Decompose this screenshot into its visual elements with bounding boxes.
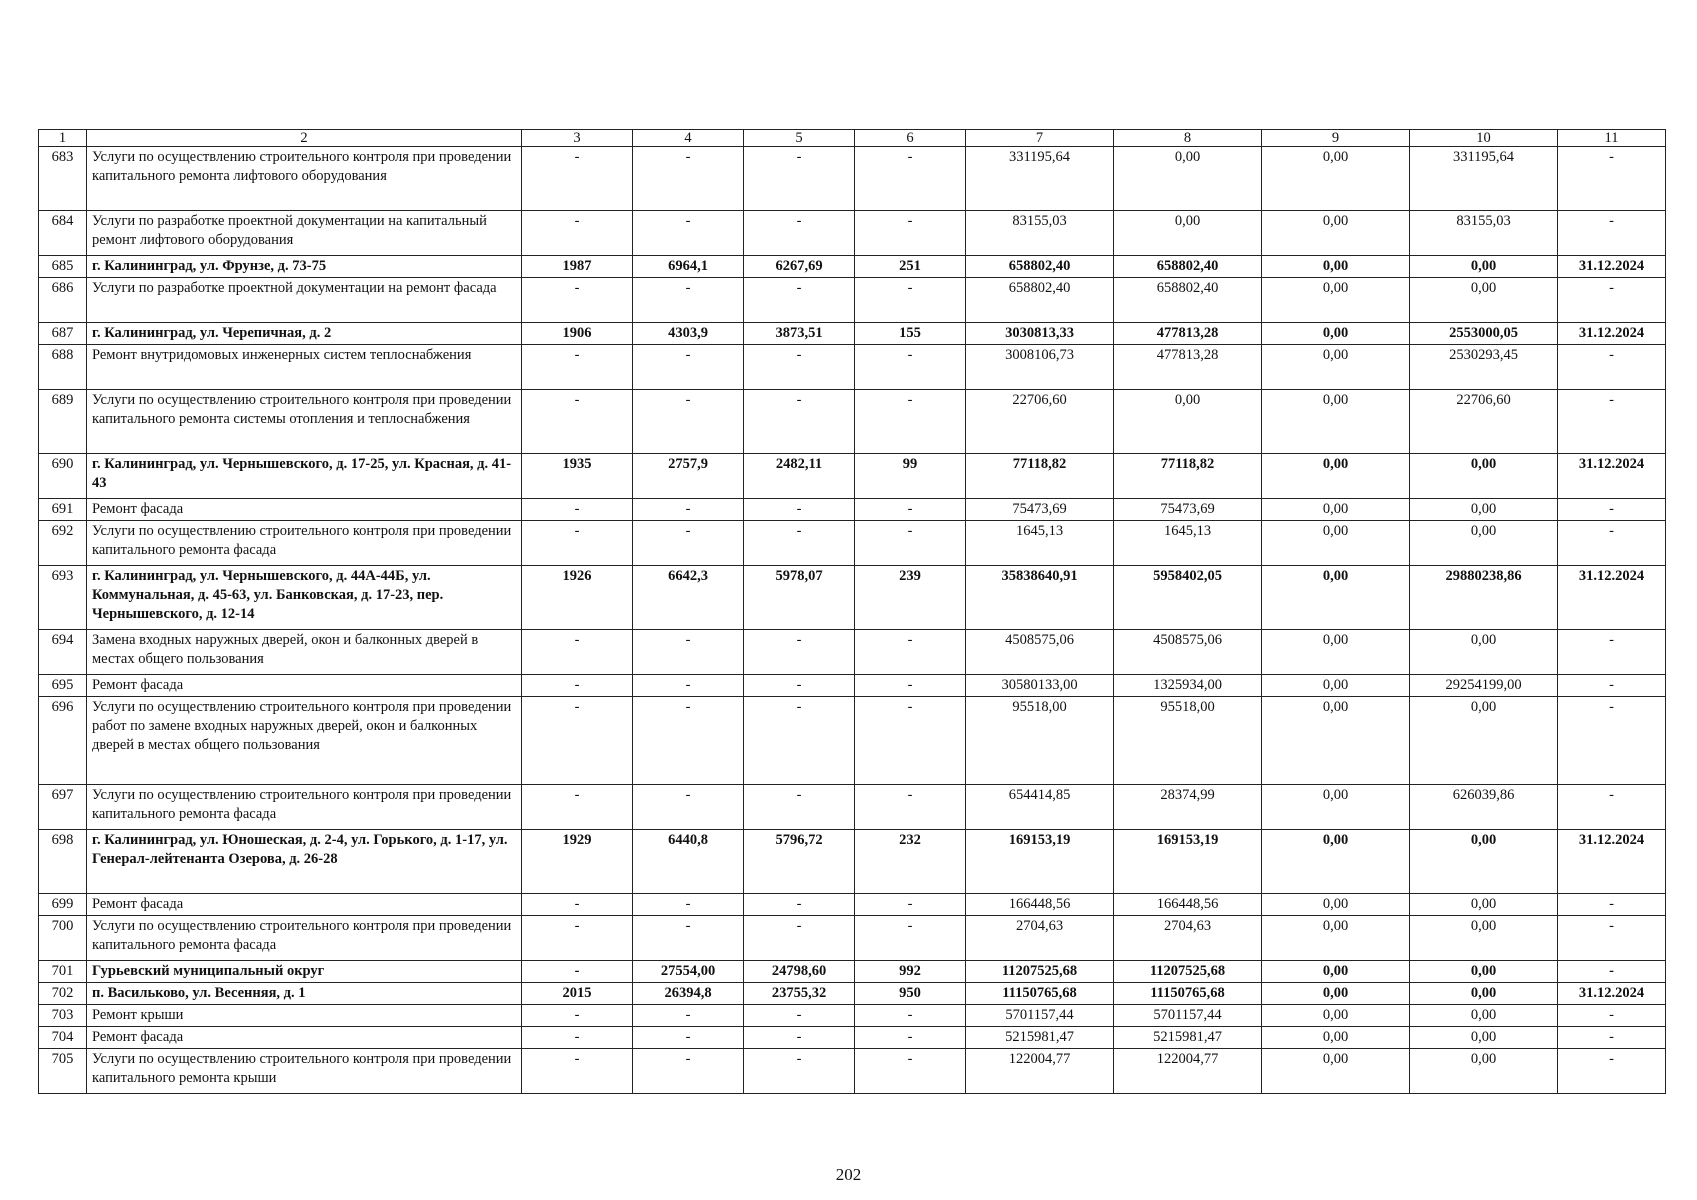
cost-other-cell: 29254199,00 [1410,675,1558,697]
cost-budget-cell: 0,00 [1262,323,1410,345]
cost-other-cell: 2530293,45 [1410,345,1558,390]
year-built-cell: - [522,697,633,785]
cost-other-cell: 0,00 [1410,521,1558,566]
row-number-cell: 699 [39,894,87,916]
column-header-2: 2 [87,130,522,147]
cost-other-cell: 626039,86 [1410,785,1558,830]
year-built-cell: - [522,961,633,983]
total-cost-cell: 658802,40 [966,256,1114,278]
residents-cell: 251 [855,256,966,278]
row-number-cell: 686 [39,278,87,323]
living-area-cell: - [744,916,855,961]
total-cost-cell: 5701157,44 [966,1005,1114,1027]
total-cost-cell: 75473,69 [966,499,1114,521]
year-built-cell: - [522,345,633,390]
deadline-cell: 31.12.2024 [1558,323,1666,345]
row-number-cell: 685 [39,256,87,278]
cost-fund-cell: 658802,40 [1114,278,1262,323]
total-cost-cell: 654414,85 [966,785,1114,830]
cost-fund-cell: 5701157,44 [1114,1005,1262,1027]
deadline-cell: 31.12.2024 [1558,983,1666,1005]
item-name-cell: г. Калининград, ул. Черепичная, д. 2 [87,323,522,345]
total-area-cell: - [633,1027,744,1049]
row-number-cell: 683 [39,147,87,211]
deadline-cell: - [1558,390,1666,454]
total-area-cell: - [633,499,744,521]
column-header-9: 9 [1262,130,1410,147]
year-built-cell: 1987 [522,256,633,278]
total-area-cell: - [633,1005,744,1027]
total-cost-cell: 658802,40 [966,278,1114,323]
total-cost-cell: 11150765,68 [966,983,1114,1005]
residents-cell: - [855,499,966,521]
residents-cell: - [855,345,966,390]
table-row [39,566,1666,630]
living-area-cell: - [744,390,855,454]
cost-other-cell: 0,00 [1410,1049,1558,1094]
living-area-cell: 23755,32 [744,983,855,1005]
row-number-cell: 692 [39,521,87,566]
cost-other-cell: 0,00 [1410,983,1558,1005]
cost-budget-cell: 0,00 [1262,830,1410,894]
cost-fund-cell: 477813,28 [1114,345,1262,390]
cost-other-cell: 83155,03 [1410,211,1558,256]
cost-other-cell: 0,00 [1410,278,1558,323]
item-name-cell: Услуги по осуществлению строительного контроля при проведении капитального ремонта крыши [87,1049,522,1094]
total-cost-cell: 83155,03 [966,211,1114,256]
living-area-cell: - [744,278,855,323]
residents-cell: - [855,697,966,785]
cost-other-cell: 0,00 [1410,454,1558,499]
item-name-cell: Услуги по осуществлению строительного контроля при проведении работ по замене входных наружных дверей, окон и балконных дверей в местах общего пользования [87,697,522,785]
deadline-cell: - [1558,1049,1666,1094]
total-area-cell: 6964,1 [633,256,744,278]
column-header-8: 8 [1114,130,1262,147]
residents-cell: - [855,630,966,675]
table-row [39,697,1666,785]
cost-other-cell: 2553000,05 [1410,323,1558,345]
item-name-cell: Замена входных наружных дверей, окон и балконных дверей в местах общего пользования [87,630,522,675]
cost-budget-cell: 0,00 [1262,630,1410,675]
cost-budget-cell: 0,00 [1262,916,1410,961]
row-number-cell: 687 [39,323,87,345]
table-row [39,211,1666,256]
residents-cell: 99 [855,454,966,499]
row-number-cell: 700 [39,916,87,961]
total-area-cell: - [633,211,744,256]
cost-fund-cell: 169153,19 [1114,830,1262,894]
cost-other-cell: 22706,60 [1410,390,1558,454]
row-number-cell: 693 [39,566,87,630]
item-name-cell: Услуги по осуществлению строительного контроля при проведении капитального ремонта лифтового оборудования [87,147,522,211]
year-built-cell: - [522,675,633,697]
cost-fund-cell: 1645,13 [1114,521,1262,566]
living-area-cell: - [744,894,855,916]
year-built-cell: - [522,1049,633,1094]
total-cost-cell: 5215981,47 [966,1027,1114,1049]
cost-other-cell: 0,00 [1410,499,1558,521]
deadline-cell: - [1558,894,1666,916]
cost-other-cell: 0,00 [1410,916,1558,961]
cost-budget-cell: 0,00 [1262,390,1410,454]
total-area-cell: - [633,894,744,916]
table-row [39,1049,1666,1094]
total-area-cell: - [633,1049,744,1094]
cost-budget-cell: 0,00 [1262,147,1410,211]
deadline-cell: - [1558,675,1666,697]
year-built-cell: 2015 [522,983,633,1005]
cost-other-cell: 0,00 [1410,961,1558,983]
row-number-cell: 690 [39,454,87,499]
deadline-cell: - [1558,916,1666,961]
cost-budget-cell: 0,00 [1262,256,1410,278]
year-built-cell: - [522,499,633,521]
residents-cell: - [855,894,966,916]
cost-fund-cell: 0,00 [1114,390,1262,454]
cost-budget-cell: 0,00 [1262,278,1410,323]
year-built-cell: 1926 [522,566,633,630]
table-row [39,630,1666,675]
total-area-cell: - [633,147,744,211]
deadline-cell: - [1558,147,1666,211]
table-row [39,894,1666,916]
year-built-cell: - [522,147,633,211]
total-cost-cell: 30580133,00 [966,675,1114,697]
total-cost-cell: 77118,82 [966,454,1114,499]
year-built-cell: 1906 [522,323,633,345]
residents-cell: - [855,278,966,323]
cost-budget-cell: 0,00 [1262,983,1410,1005]
table-row [39,256,1666,278]
cost-fund-cell: 1325934,00 [1114,675,1262,697]
cost-other-cell: 0,00 [1410,630,1558,675]
residents-cell: 239 [855,566,966,630]
item-name-cell: Услуги по осуществлению строительного контроля при проведении капитального ремонта фасада [87,916,522,961]
cost-other-cell: 0,00 [1410,1027,1558,1049]
row-number-cell: 702 [39,983,87,1005]
column-header-4: 4 [633,130,744,147]
total-area-cell: 27554,00 [633,961,744,983]
cost-budget-cell: 0,00 [1262,697,1410,785]
total-area-cell: - [633,785,744,830]
total-cost-cell: 2704,63 [966,916,1114,961]
item-name-cell: п. Васильково, ул. Весенняя, д. 1 [87,983,522,1005]
total-area-cell: - [633,390,744,454]
table-row [39,345,1666,390]
table-body [39,147,1666,1094]
column-header-5: 5 [744,130,855,147]
deadline-cell: - [1558,521,1666,566]
item-name-cell: Услуги по осуществлению строительного контроля при проведении капитального ремонта фасада [87,521,522,566]
row-number-cell: 696 [39,697,87,785]
year-built-cell: - [522,1027,633,1049]
item-name-cell: Ремонт внутридомовых инженерных систем теплоснабжения [87,345,522,390]
total-area-cell: 26394,8 [633,983,744,1005]
cost-budget-cell: 0,00 [1262,345,1410,390]
year-built-cell: - [522,211,633,256]
living-area-cell: - [744,1049,855,1094]
row-number-cell: 691 [39,499,87,521]
cost-fund-cell: 28374,99 [1114,785,1262,830]
year-built-cell: - [522,521,633,566]
total-cost-cell: 169153,19 [966,830,1114,894]
deadline-cell: - [1558,785,1666,830]
item-name-cell: г. Калининград, ул. Чернышевского, д. 44А-44Б, ул. Коммунальная, д. 45-63, ул. Банковская, д. 17-23, пер. Чернышевского, д. 12-14 [87,566,522,630]
residents-cell: - [855,916,966,961]
residents-cell: - [855,675,966,697]
column-header-11: 11 [1558,130,1666,147]
cost-fund-cell: 5215981,47 [1114,1027,1262,1049]
cost-other-cell: 331195,64 [1410,147,1558,211]
cost-other-cell: 0,00 [1410,830,1558,894]
total-area-cell: - [633,697,744,785]
total-area-cell: - [633,345,744,390]
column-number-row [39,130,1666,147]
cost-other-cell: 0,00 [1410,1005,1558,1027]
row-number-cell: 695 [39,675,87,697]
item-name-cell: Ремонт фасада [87,675,522,697]
residents-cell: - [855,1027,966,1049]
residents-cell: 155 [855,323,966,345]
cost-budget-cell: 0,00 [1262,961,1410,983]
column-header-1: 1 [39,130,87,147]
living-area-cell: 6267,69 [744,256,855,278]
table-row [39,390,1666,454]
residents-cell: 232 [855,830,966,894]
deadline-cell: 31.12.2024 [1558,256,1666,278]
item-name-cell: Услуги по осуществлению строительного контроля при проведении капитального ремонта системы отопления и теплоснабжения [87,390,522,454]
table-row [39,675,1666,697]
total-cost-cell: 3008106,73 [966,345,1114,390]
year-built-cell: - [522,894,633,916]
total-cost-cell: 22706,60 [966,390,1114,454]
living-area-cell: 24798,60 [744,961,855,983]
deadline-cell: - [1558,345,1666,390]
living-area-cell: - [744,697,855,785]
cost-budget-cell: 0,00 [1262,499,1410,521]
cost-fund-cell: 166448,56 [1114,894,1262,916]
item-name-cell: Ремонт фасада [87,894,522,916]
document-sheet [38,129,1665,1094]
table-row [39,521,1666,566]
cost-fund-cell: 658802,40 [1114,256,1262,278]
cost-fund-cell: 2704,63 [1114,916,1262,961]
item-name-cell: Услуги по разработке проектной документации на капитальный ремонт лифтового оборудования [87,211,522,256]
repair-program-table [38,129,1666,1094]
cost-fund-cell: 477813,28 [1114,323,1262,345]
residents-cell: - [855,390,966,454]
total-cost-cell: 1645,13 [966,521,1114,566]
deadline-cell: 31.12.2024 [1558,454,1666,499]
deadline-cell: 31.12.2024 [1558,566,1666,630]
living-area-cell: - [744,211,855,256]
table-row [39,278,1666,323]
living-area-cell: - [744,345,855,390]
residents-cell: - [855,521,966,566]
deadline-cell: - [1558,697,1666,785]
table-row [39,830,1666,894]
cost-budget-cell: 0,00 [1262,1027,1410,1049]
year-built-cell: 1929 [522,830,633,894]
row-number-cell: 701 [39,961,87,983]
living-area-cell: - [744,675,855,697]
table-row [39,1027,1666,1049]
column-header-7: 7 [966,130,1114,147]
column-header-6: 6 [855,130,966,147]
living-area-cell: - [744,521,855,566]
cost-other-cell: 0,00 [1410,256,1558,278]
item-name-cell: г. Калининград, ул. Юношеская, д. 2-4, ул. Горького, д. 1-17, ул. Генерал-лейтенанта Озерова, д. 26-28 [87,830,522,894]
cost-fund-cell: 77118,82 [1114,454,1262,499]
cost-budget-cell: 0,00 [1262,521,1410,566]
deadline-cell: - [1558,499,1666,521]
column-header-3: 3 [522,130,633,147]
year-built-cell: - [522,916,633,961]
table-row [39,785,1666,830]
deadline-cell: - [1558,278,1666,323]
deadline-cell: - [1558,1005,1666,1027]
residents-cell: - [855,211,966,256]
total-area-cell: - [633,521,744,566]
row-number-cell: 694 [39,630,87,675]
cost-budget-cell: 0,00 [1262,675,1410,697]
deadline-cell: - [1558,1027,1666,1049]
table-row [39,916,1666,961]
total-area-cell: - [633,916,744,961]
total-cost-cell: 122004,77 [966,1049,1114,1094]
living-area-cell: - [744,630,855,675]
cost-fund-cell: 122004,77 [1114,1049,1262,1094]
row-number-cell: 705 [39,1049,87,1094]
table-row [39,961,1666,983]
item-name-cell: Услуги по осуществлению строительного контроля при проведении капитального ремонта фасада [87,785,522,830]
residents-cell: - [855,1049,966,1094]
cost-fund-cell: 75473,69 [1114,499,1262,521]
cost-fund-cell: 11150765,68 [1114,983,1262,1005]
cost-budget-cell: 0,00 [1262,454,1410,499]
year-built-cell: - [522,630,633,675]
table-row [39,983,1666,1005]
cost-budget-cell: 0,00 [1262,894,1410,916]
row-number-cell: 697 [39,785,87,830]
table-row [39,499,1666,521]
row-number-cell: 688 [39,345,87,390]
cost-fund-cell: 11207525,68 [1114,961,1262,983]
item-name-cell: Гурьевский муниципальный округ [87,961,522,983]
cost-budget-cell: 0,00 [1262,785,1410,830]
table-row [39,1005,1666,1027]
total-cost-cell: 4508575,06 [966,630,1114,675]
cost-fund-cell: 0,00 [1114,147,1262,211]
living-area-cell: - [744,147,855,211]
total-area-cell: 4303,9 [633,323,744,345]
cost-budget-cell: 0,00 [1262,211,1410,256]
row-number-cell: 689 [39,390,87,454]
item-name-cell: Ремонт крыши [87,1005,522,1027]
item-name-cell: Ремонт фасада [87,499,522,521]
total-area-cell: 2757,9 [633,454,744,499]
page-number: 202 [835,1165,862,1184]
living-area-cell: 5978,07 [744,566,855,630]
table-row [39,147,1666,211]
deadline-cell: - [1558,961,1666,983]
cost-other-cell: 0,00 [1410,894,1558,916]
living-area-cell: - [744,785,855,830]
row-number-cell: 698 [39,830,87,894]
total-area-cell: 6440,8 [633,830,744,894]
item-name-cell: г. Калининград, ул. Чернышевского, д. 17-25, ул. Красная, д. 41-43 [87,454,522,499]
total-cost-cell: 166448,56 [966,894,1114,916]
living-area-cell: - [744,1005,855,1027]
cost-fund-cell: 0,00 [1114,211,1262,256]
deadline-cell: - [1558,211,1666,256]
total-cost-cell: 3030813,33 [966,323,1114,345]
year-built-cell: - [522,278,633,323]
item-name-cell: Услуги по разработке проектной документации на ремонт фасада [87,278,522,323]
living-area-cell: 2482,11 [744,454,855,499]
row-number-cell: 684 [39,211,87,256]
total-cost-cell: 331195,64 [966,147,1114,211]
year-built-cell: - [522,390,633,454]
column-header-10: 10 [1410,130,1558,147]
cost-other-cell: 29880238,86 [1410,566,1558,630]
living-area-cell: 3873,51 [744,323,855,345]
cost-budget-cell: 0,00 [1262,1049,1410,1094]
total-area-cell: - [633,675,744,697]
residents-cell: - [855,147,966,211]
cost-budget-cell: 0,00 [1262,1005,1410,1027]
cost-budget-cell: 0,00 [1262,566,1410,630]
cost-other-cell: 0,00 [1410,697,1558,785]
living-area-cell: - [744,1027,855,1049]
residents-cell: - [855,1005,966,1027]
cost-fund-cell: 95518,00 [1114,697,1262,785]
living-area-cell: - [744,499,855,521]
residents-cell: - [855,785,966,830]
table-row [39,323,1666,345]
item-name-cell: г. Калининград, ул. Фрунзе, д. 73-75 [87,256,522,278]
total-area-cell: - [633,630,744,675]
residents-cell: 950 [855,983,966,1005]
total-cost-cell: 11207525,68 [966,961,1114,983]
deadline-cell: 31.12.2024 [1558,830,1666,894]
residents-cell: 992 [855,961,966,983]
year-built-cell: - [522,785,633,830]
cost-fund-cell: 4508575,06 [1114,630,1262,675]
item-name-cell: Ремонт фасада [87,1027,522,1049]
cost-fund-cell: 5958402,05 [1114,566,1262,630]
living-area-cell: 5796,72 [744,830,855,894]
total-cost-cell: 95518,00 [966,697,1114,785]
total-cost-cell: 35838640,91 [966,566,1114,630]
total-area-cell: 6642,3 [633,566,744,630]
year-built-cell: 1935 [522,454,633,499]
table-row [39,454,1666,499]
total-area-cell: - [633,278,744,323]
row-number-cell: 703 [39,1005,87,1027]
year-built-cell: - [522,1005,633,1027]
deadline-cell: - [1558,630,1666,675]
row-number-cell: 704 [39,1027,87,1049]
